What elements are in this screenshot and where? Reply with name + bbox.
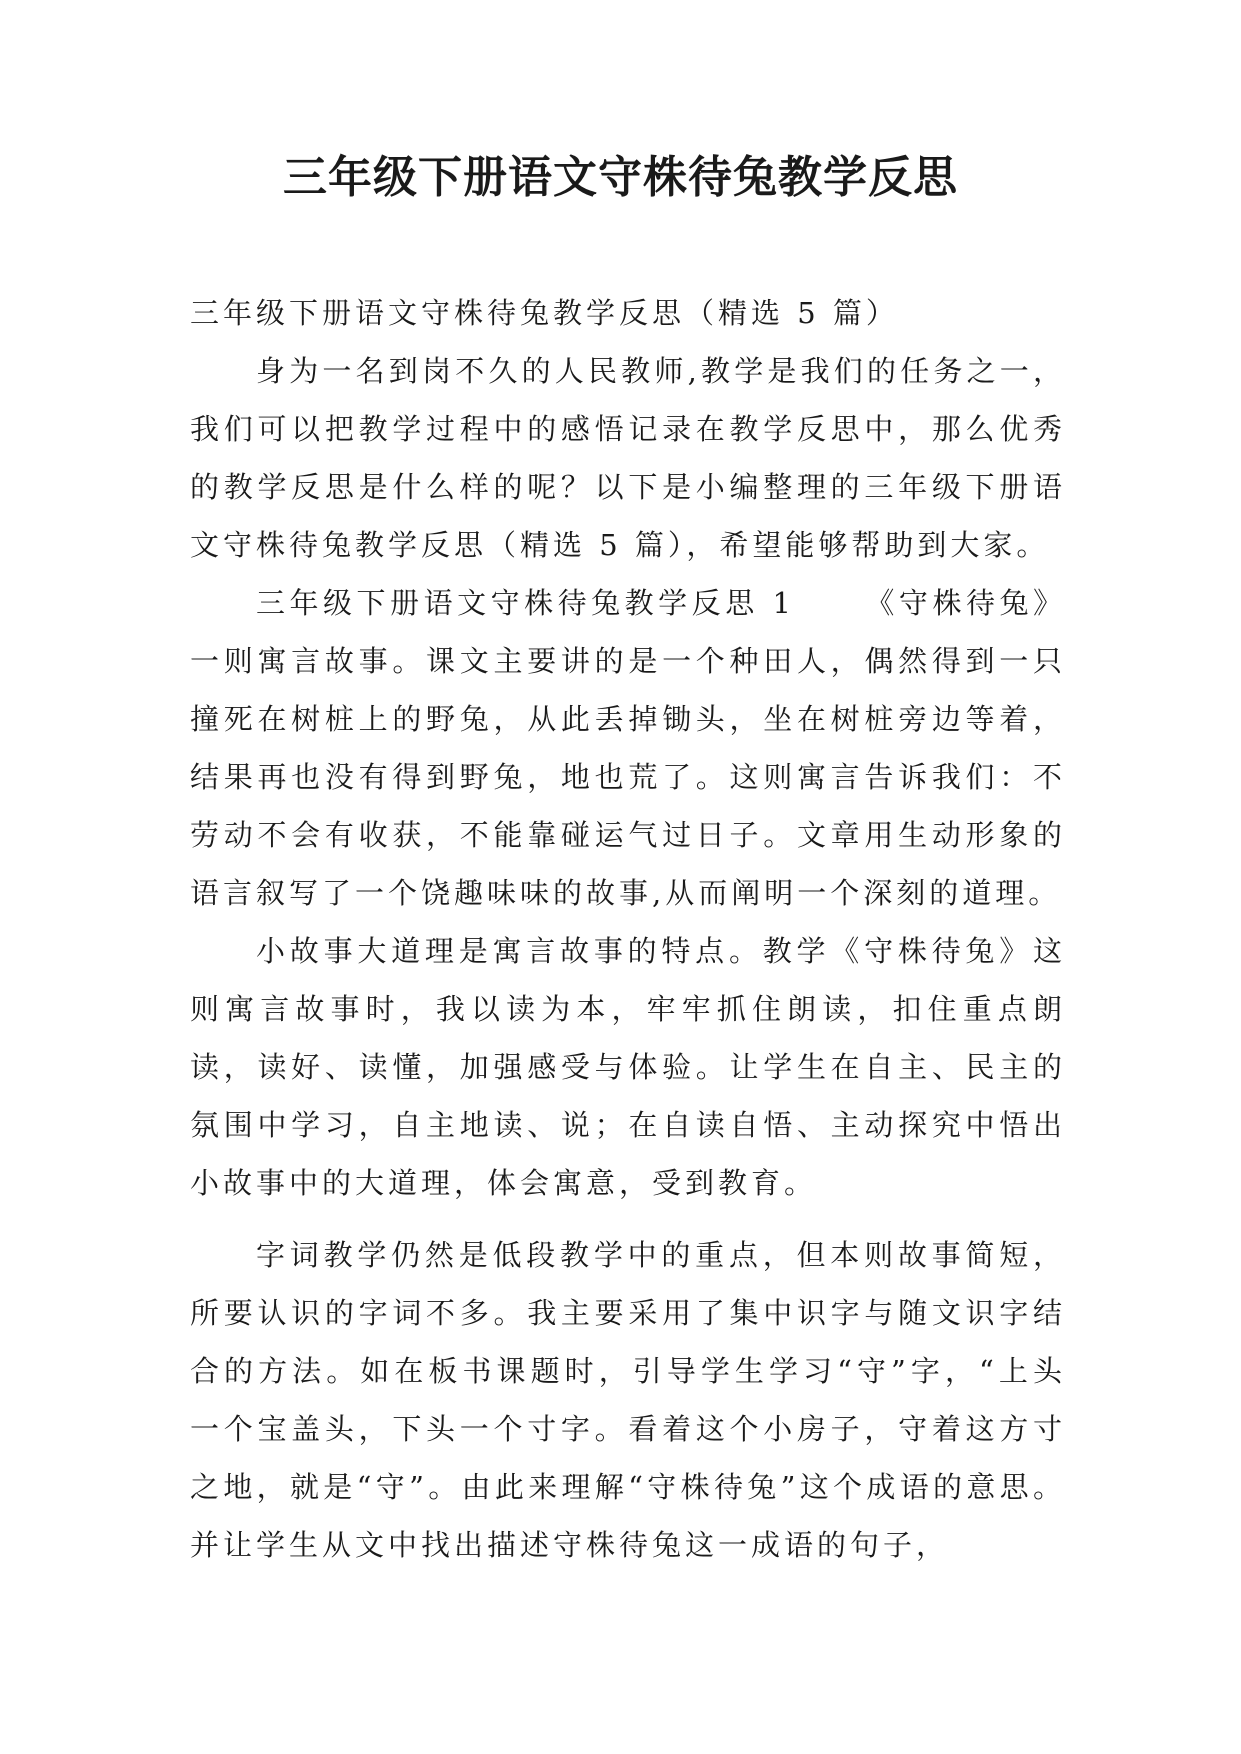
document-subtitle: 三年级下册语文守株待兔教学反思（精选 5 篇） [190,296,899,330]
document-title: 三年级下册语文守株待兔教学反思 [283,152,958,203]
vocabulary-paragraph: 字词教学仍然是低段教学中的重点，但本则故事简短，所要认识的字词不多。我主要采用了集中识字与随文识字结合的方法。如在板书课题时，引导学生学习“守”字，“上头一个宝盖头，下头一个寸字。看着这个小房子，守着这方寸之地，就是“守”。由此来理解“守株待兔”这个成语的意思。并让学生从文中找出描述守株待兔这一成语的句子， [190,1238,1066,1562]
intro-paragraph: 身为一名到岗不久的人民教师,教学是我们的任务之一，我们可以把教学过程中的感悟记录在教学反思中，那么优秀的教学反思是什么样的呢？以下是小编整理的三年级下册语文守株待兔教学反思（精选 5 篇），希望能够帮助到大家。 [190,354,1066,562]
reflection-paragraph: 小故事大道理是寓言故事的特点。教学《守株待兔》这则寓言故事时，我以读为本，牢牢抓住朗读，扣住重点朗读，读好、读懂，加强感受与体验。让学生在自主、民主的氛围中学习，自主地读、说；在自读自悟、主动探究中悟出小故事中的大道理，体会寓意，受到教育。 [190,934,1066,1200]
document-body [190,284,1066,1574]
section-1-text: 《守株待兔》一则寓言故事。课文主要讲的是一个种田人，偶然得到一只撞死在树桩上的野兔，从此丢掉锄头，坐在树桩旁边等着，结果再也没有得到野兔，地也荒了。这则寓言告诉我们：不劳动不会有收获，不能靠碰运气过日子。文章用生动形象的语言叙写了一个饶趣味味的故事,从而阐明一个深刻的道理。 [190,586,1066,910]
section-1-paragraph [190,574,1066,922]
section-heading: 三年级下册语文守株待兔教学反思 1 [256,586,795,620]
